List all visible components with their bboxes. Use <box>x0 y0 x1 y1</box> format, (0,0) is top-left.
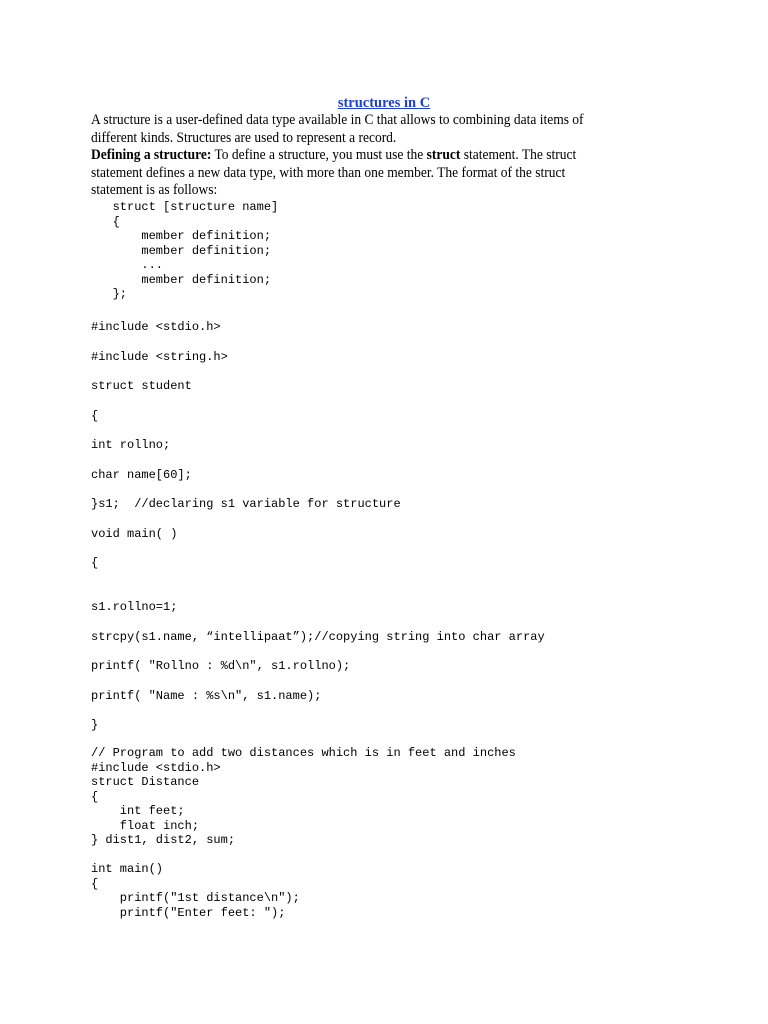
prose-section <box>91 112 612 200</box>
code-line: printf( "Name : %s\n", s1.name); <box>91 688 322 703</box>
code-line: struct Distance <box>91 775 200 789</box>
document-title <box>0 94 768 112</box>
code-line: strcpy(s1.name, “intellipaat”);//copying string into char array <box>91 629 545 644</box>
syntax-code-block <box>91 200 278 302</box>
code-line: #include <string.h> <box>91 349 228 364</box>
code-line <box>91 579 545 594</box>
code-line: int rollno; <box>91 438 171 452</box>
code-line: }s1; //declaring s1 variable for structure <box>91 497 401 511</box>
code-line: } <box>91 718 99 732</box>
definition-text-before: To define a structure, you must use the <box>211 147 427 164</box>
code-line: struct student <box>91 379 192 393</box>
code-line: void main( ) <box>91 526 178 541</box>
code-line: { <box>91 556 99 570</box>
code-line: // Program to add two distances which is in feet and inches <box>91 746 516 760</box>
code-line: #include <stdio.h> <box>91 760 221 775</box>
code-line: { <box>91 876 99 891</box>
code-line: char name[60]; <box>91 467 192 482</box>
definition-label: Defining a structure: <box>91 147 212 164</box>
code-line: printf( "Rollno : %d\n", s1.rollno); <box>91 659 351 673</box>
code-line: float inch; <box>91 818 200 833</box>
code-line: member definition; <box>91 243 272 258</box>
code-line: { <box>91 214 120 229</box>
example1-code-block <box>91 313 545 741</box>
code-line: member definition; <box>91 272 272 287</box>
code-line: { <box>91 408 99 423</box>
definition-paragraph <box>91 147 612 200</box>
code-line: } dist1, dist2, sum; <box>91 833 236 847</box>
code-line: #include <stdio.h> <box>91 320 221 334</box>
definition-text-after: statement. The struct statement defines a new data type, with more than one member. The format of the struct statement is as follows: <box>91 147 577 199</box>
code-line: printf("Enter feet: "); <box>91 905 286 920</box>
code-line <box>91 848 516 863</box>
intro-paragraph: A structure is a user-defined data type available in C that allows to combining data items of different kinds. Structures are used to represent a record. <box>91 112 584 146</box>
code-line: s1.rollno=1; <box>91 600 178 614</box>
code-line: member definition; <box>91 229 272 243</box>
code-line: struct [structure name] <box>91 200 279 214</box>
title-link[interactable]: structures in C <box>337 95 431 111</box>
code-line: { <box>91 789 99 804</box>
code-line: int feet; <box>91 804 185 818</box>
code-line: int main() <box>91 862 164 876</box>
struct-keyword: struct <box>426 147 461 164</box>
code-line: ... <box>91 258 164 272</box>
code-line: }; <box>91 287 128 301</box>
example2-code-block <box>91 746 516 920</box>
code-line: printf("1st distance\n"); <box>91 891 300 905</box>
